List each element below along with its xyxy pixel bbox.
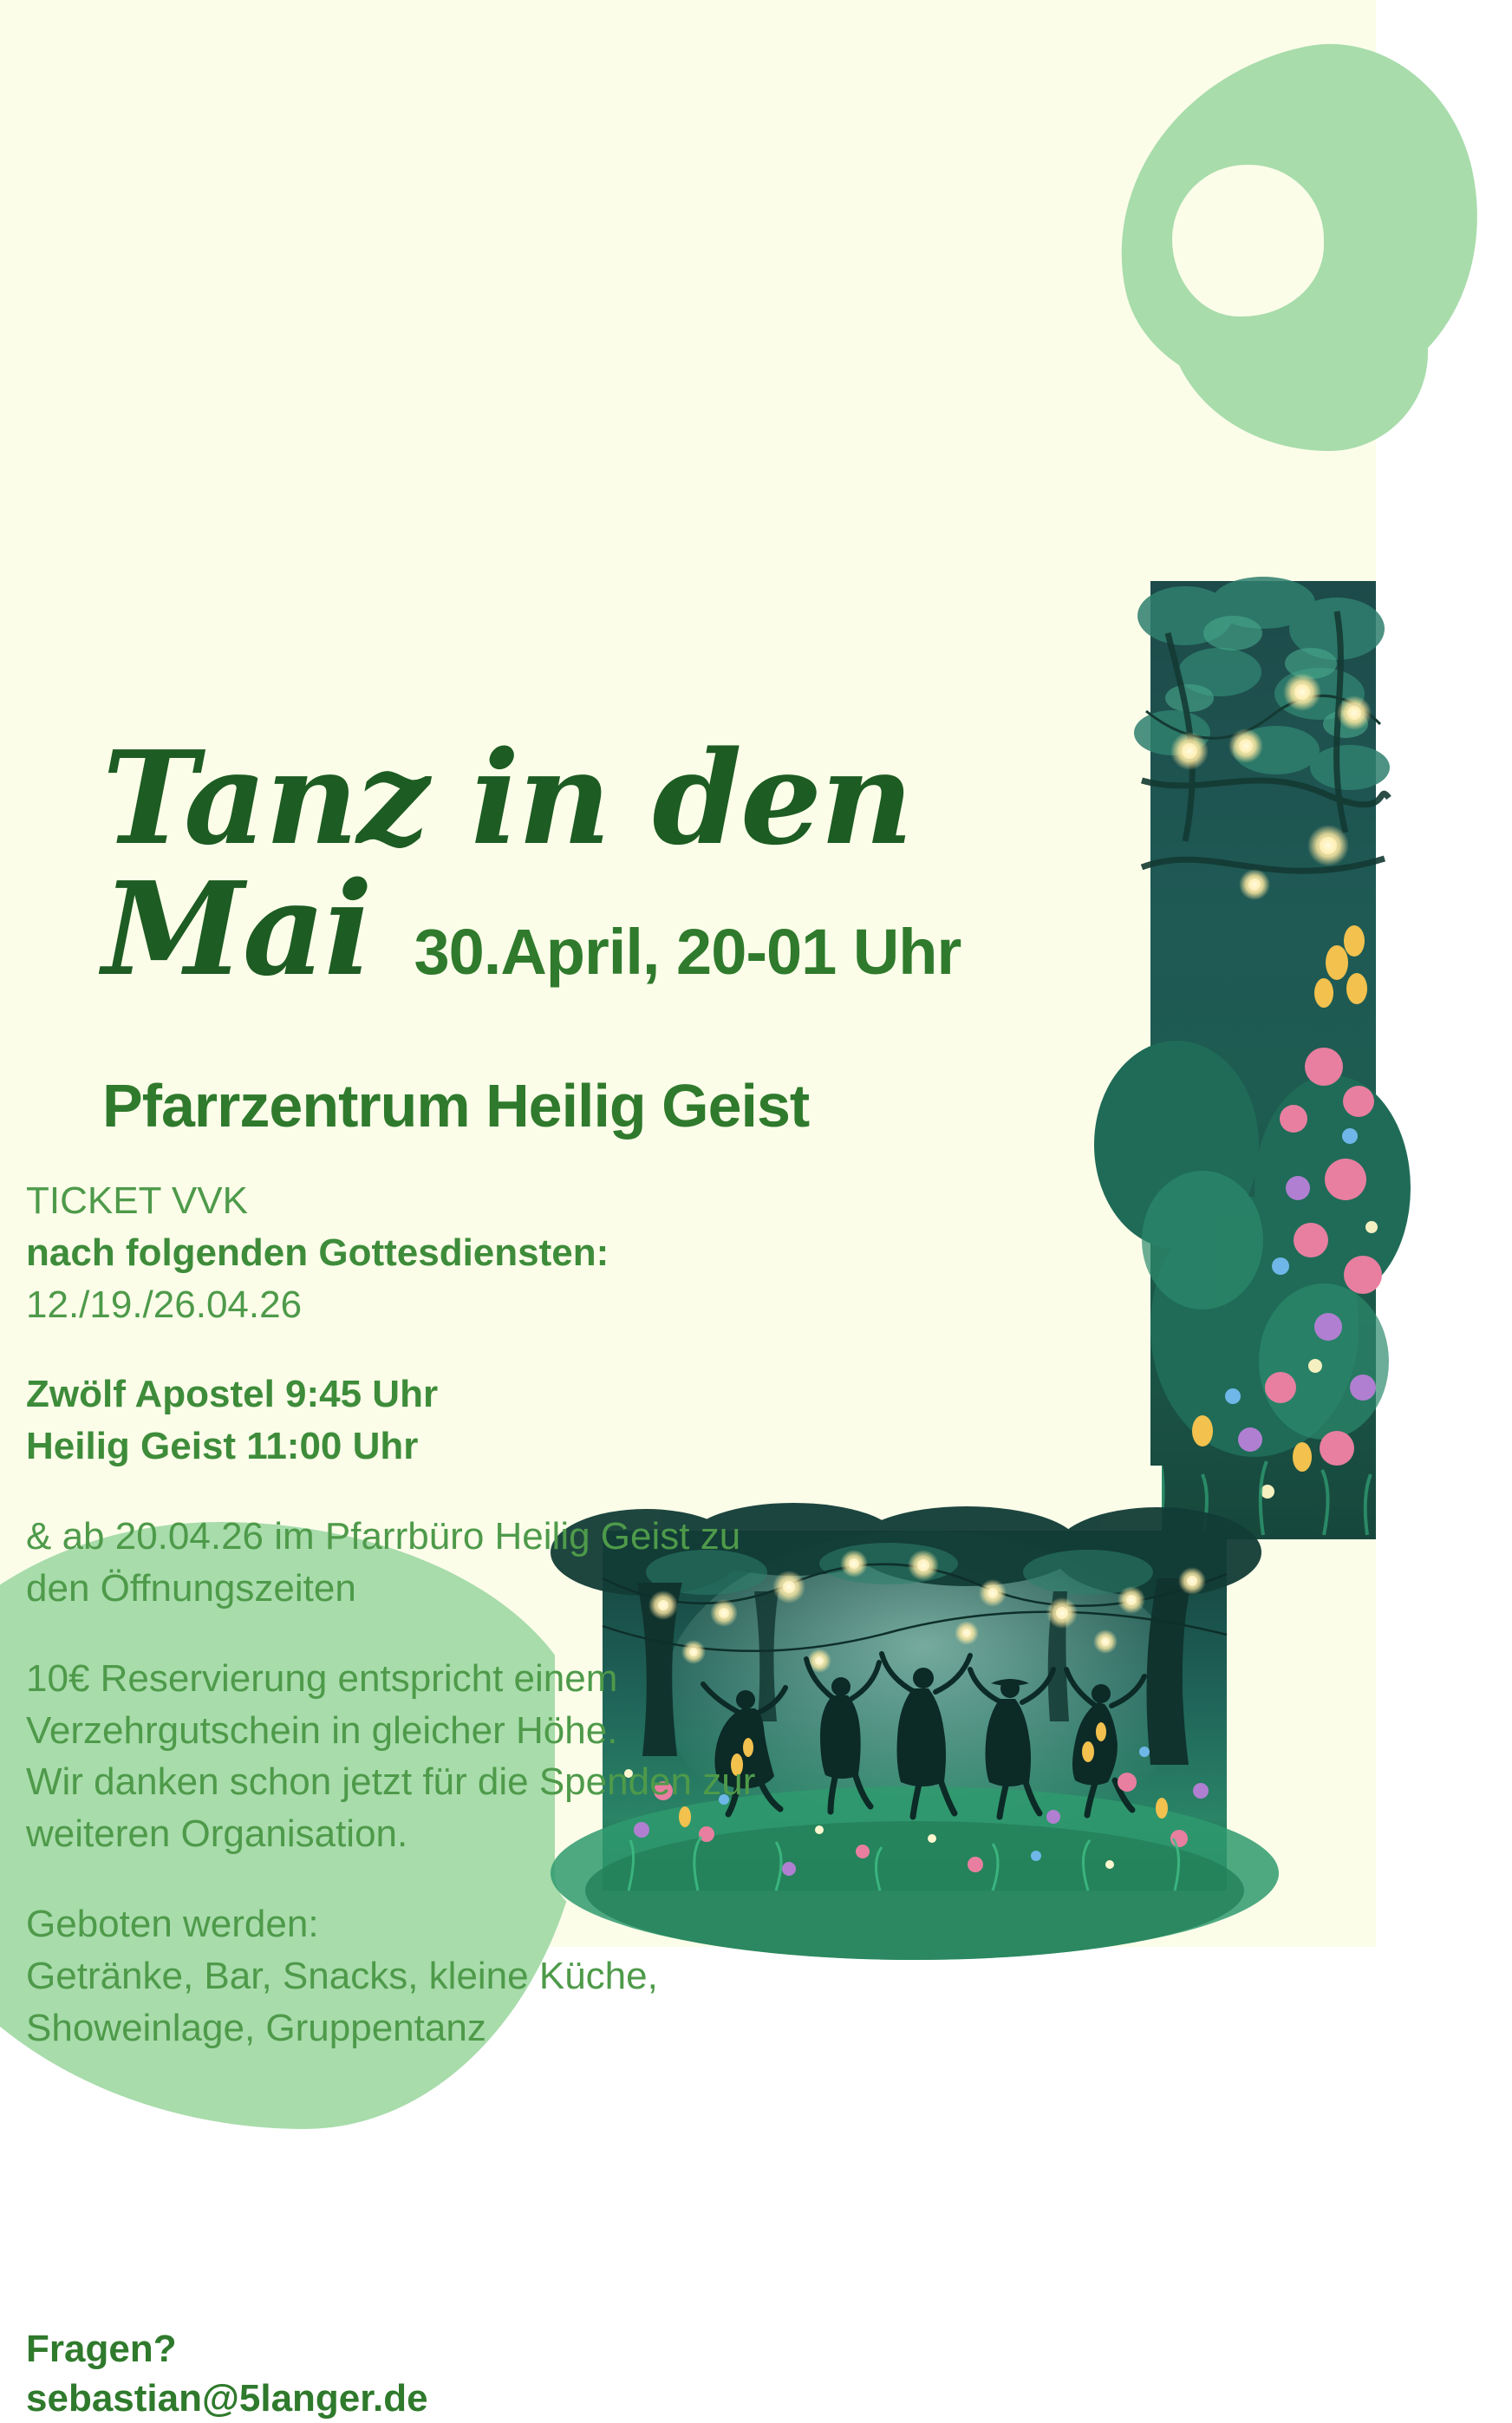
price-line-2: Verzehrgutschein in gleicher Höhe.: [26, 1708, 618, 1752]
page-title: [102, 722, 969, 1004]
spacer-3: [26, 1615, 1118, 1653]
decorative-blob-notch-bottom-2: [0, 260, 364, 633]
price-line-4: weiteren Organisation.: [26, 1812, 408, 1856]
price-line-3: Wir danken schon jetzt für die Spenden zur: [26, 1760, 756, 1804]
offer-line-2: Showeinlage, Gruppentanz: [26, 2006, 486, 2049]
office-sale-line-1: & ab 20.04.26 im Pfarrbüro Heilig Geist zu: [26, 1515, 741, 1558]
service-time-2: Heilig Geist 11:00 Uhr: [26, 1425, 419, 1468]
event-date-time: 30.April, 20-01 Uhr: [414, 915, 961, 988]
poster-body: [26, 1175, 1118, 2054]
event-venue: Pfarrzentrum Heilig Geist: [102, 1072, 810, 1140]
office-sale-line-2: den Öffnungszeiten: [26, 1566, 356, 1610]
ticket-dates: 12./19./26.04.26: [26, 1283, 303, 1326]
decorative-blob-notch-bottom-1: [0, 0, 286, 260]
title-line-2: Mai: [102, 852, 371, 1004]
decorative-blob-notch-top: [1172, 165, 1324, 317]
price-line-1: 10€ Reservierung entspricht einem: [26, 1656, 618, 1700]
offer-line-1: Getränke, Bar, Snacks, kleine Küche,: [26, 1954, 658, 1997]
spacer-4: [26, 1860, 1118, 1898]
offer-heading: Geboten werden:: [26, 1903, 319, 1946]
title-line-1: Tanz in den: [102, 722, 912, 873]
service-time-1: Zwölf Apostel 9:45 Uhr: [26, 1373, 439, 1416]
contact-email[interactable]: sebastian@5langer.de: [26, 2377, 428, 2420]
forest-illustration-top: [1150, 581, 1376, 1539]
spacer-1: [26, 1330, 1118, 1368]
ticket-heading: TICKET VVK: [26, 1179, 248, 1222]
spacer-2: [26, 1473, 1118, 1511]
contact-block: [26, 2324, 428, 2423]
ticket-subheading: nach folgenden Gottesdiensten:: [26, 1231, 609, 1274]
questions-label: Fragen?: [26, 2328, 177, 2370]
